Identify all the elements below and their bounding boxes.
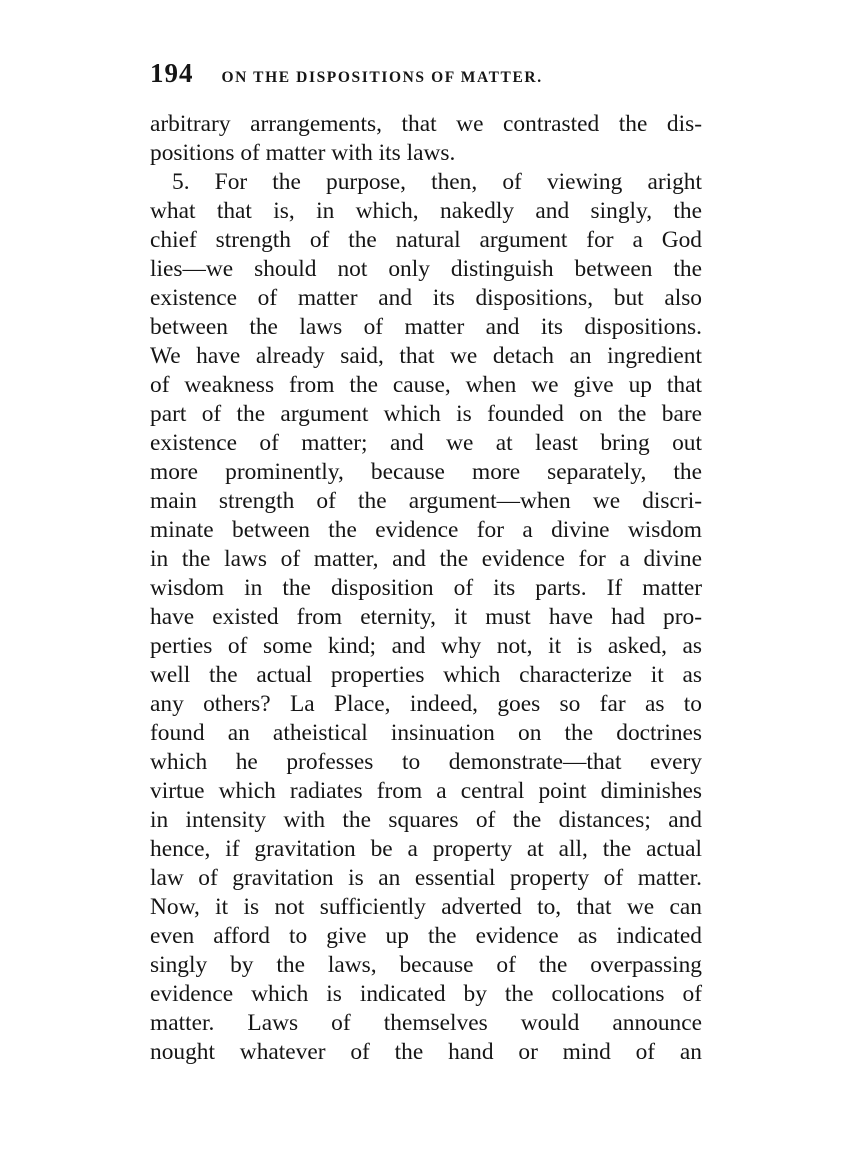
text-line: chief strength of the natural argument for a God	[150, 227, 702, 253]
text-line: even afford to give up the evidence as indicated	[150, 923, 702, 949]
text-line: have existed from eternity, it must have had pro-	[150, 604, 702, 630]
text-line: existence of matter; and we at least bring out	[150, 430, 702, 456]
text-line: arbitrary arrangements, that we contrasted the dis-	[150, 111, 702, 137]
text-line: part of the argument which is founded on the bare	[150, 401, 702, 427]
text-line: Now, it is not sufficiently adverted to, that we can	[150, 894, 702, 920]
running-title: ON THE DISPOSITIONS OF MATTER.	[221, 69, 543, 86]
book-page	[150, 58, 702, 1067]
text-line: of weakness from the cause, when we give up that	[150, 372, 702, 398]
text-line: perties of some kind; and why not, it is asked, as	[150, 633, 702, 659]
text-line: any others? La Place, indeed, goes so far as to	[150, 691, 702, 717]
text-line: virtue which radiates from a central point diminishes	[150, 778, 702, 804]
text-line: in intensity with the squares of the distances; and	[150, 807, 702, 833]
text-line: well the actual properties which characterize it as	[150, 662, 702, 688]
running-head	[150, 58, 702, 94]
body-text	[150, 110, 702, 1067]
text-line: lies—we should not only distinguish between the	[150, 256, 702, 282]
text-line: law of gravitation is an essential property of matter.	[150, 865, 702, 891]
page-number: 194	[150, 58, 194, 88]
text-line: which he professes to demonstrate—that every	[150, 749, 702, 775]
text-line: positions of matter with its laws.	[150, 140, 456, 166]
text-line: minate between the evidence for a divine wisdom	[150, 517, 702, 543]
text-line: We have already said, that we detach an ingredient	[150, 343, 702, 369]
text-line: in the laws of matter, and the evidence for a divine	[150, 546, 702, 572]
text-line: evidence which is indicated by the collocations of	[150, 981, 702, 1007]
text-line: found an atheistical insinuation on the doctrines	[150, 720, 702, 746]
text-line: nought whatever of the hand or mind of an	[150, 1039, 702, 1065]
text-line: between the laws of matter and its dispositions.	[150, 314, 702, 340]
text-line: matter. Laws of themselves would announce	[150, 1010, 702, 1036]
text-line: 5. For the purpose, then, of viewing aright	[172, 169, 702, 195]
text-line: what that is, in which, nakedly and singly, the	[150, 198, 702, 224]
text-line: hence, if gravitation be a property at all, the actual	[150, 836, 702, 862]
text-line: singly by the laws, because of the overpassing	[150, 952, 702, 978]
text-line: main strength of the argument—when we discri-	[150, 488, 702, 514]
text-line: wisdom in the disposition of its parts. If matter	[150, 575, 702, 601]
text-line: more prominently, because more separately, the	[150, 459, 702, 485]
text-line: existence of matter and its dispositions, but also	[150, 285, 702, 311]
